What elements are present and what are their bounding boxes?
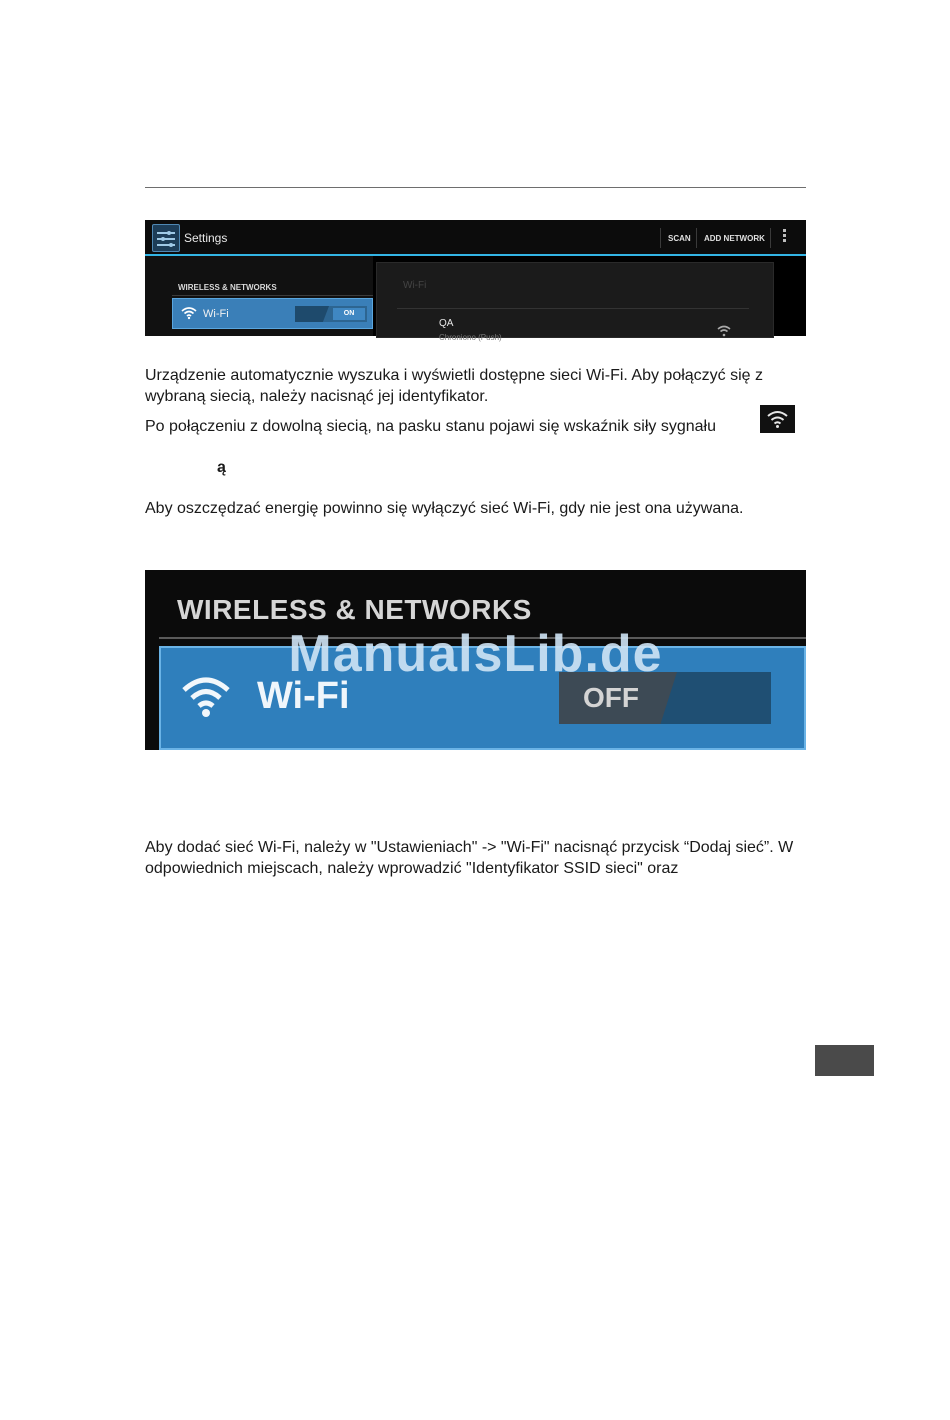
overflow-menu-icon[interactable] <box>782 229 788 244</box>
scan-button[interactable]: SCAN <box>668 234 691 243</box>
stray-character: ą <box>217 459 226 476</box>
panel-divider <box>397 308 749 309</box>
paragraph-status-bar: Po połączeniu z dowolną siecią, na pasku stanu pojawi się wskaźnik siły sygnału <box>145 418 716 435</box>
wifi-toggle[interactable] <box>295 306 367 322</box>
section-header: WIRELESS & NETWORKS <box>178 283 277 292</box>
wifi-signal-icon <box>717 325 731 337</box>
section-header: WIRELESS & NETWORKS <box>177 594 532 625</box>
sidebar-item-label: Wi-Fi <box>203 308 229 320</box>
action-bar <box>145 220 806 256</box>
page-number-tab <box>815 1045 874 1076</box>
paragraph-save-energy: Aby oszczędzać energię powinno się wyłączyć sieć Wi-Fi, gdy nie jest ona używana. <box>145 500 744 517</box>
sidebar-item-wifi[interactable] <box>172 298 373 329</box>
wifi-icon <box>181 307 197 319</box>
wifi-off-screenshot <box>145 570 806 750</box>
watermark: ManualsLib.de <box>288 625 663 683</box>
network-status: Chroniono (Push) <box>439 333 502 342</box>
section-divider <box>172 295 373 296</box>
toggle-state: OFF <box>583 682 639 713</box>
paragraph-scan: Urządzenie automatycznie wyszuka i wyświetli dostępne sieci Wi-Fi. Aby połączyć się z wybraną siecią, należy nacisnąć jej identyfikator. <box>145 367 764 405</box>
status-bar-signal <box>760 405 795 433</box>
action-divider <box>770 228 771 248</box>
settings-screenshot <box>145 220 806 342</box>
action-divider <box>696 228 697 248</box>
app-title: Settings <box>184 231 228 245</box>
sidebar-item-label: Wi-Fi <box>257 675 350 717</box>
action-divider <box>660 228 661 248</box>
settings-sliders-icon[interactable] <box>152 224 180 252</box>
wifi-panel <box>376 262 774 342</box>
wifi-signal-icon <box>760 405 795 433</box>
toggle-state: ON <box>333 308 365 320</box>
header-rule <box>145 187 806 188</box>
paragraph-add-network: Aby dodać sieć Wi-Fi, należy w "Ustawieniach" -> "Wi-Fi" nacisnąć przycisk “Dodaj sieć”. W odpowiednich miejscach, należy wprowadzić "Identyfikator SSID sieci" oraz <box>145 839 794 877</box>
add-network-button[interactable]: ADD NETWORK <box>704 234 765 243</box>
network-name[interactable]: QA <box>439 318 454 329</box>
panel-header: Wi-Fi <box>403 280 427 291</box>
